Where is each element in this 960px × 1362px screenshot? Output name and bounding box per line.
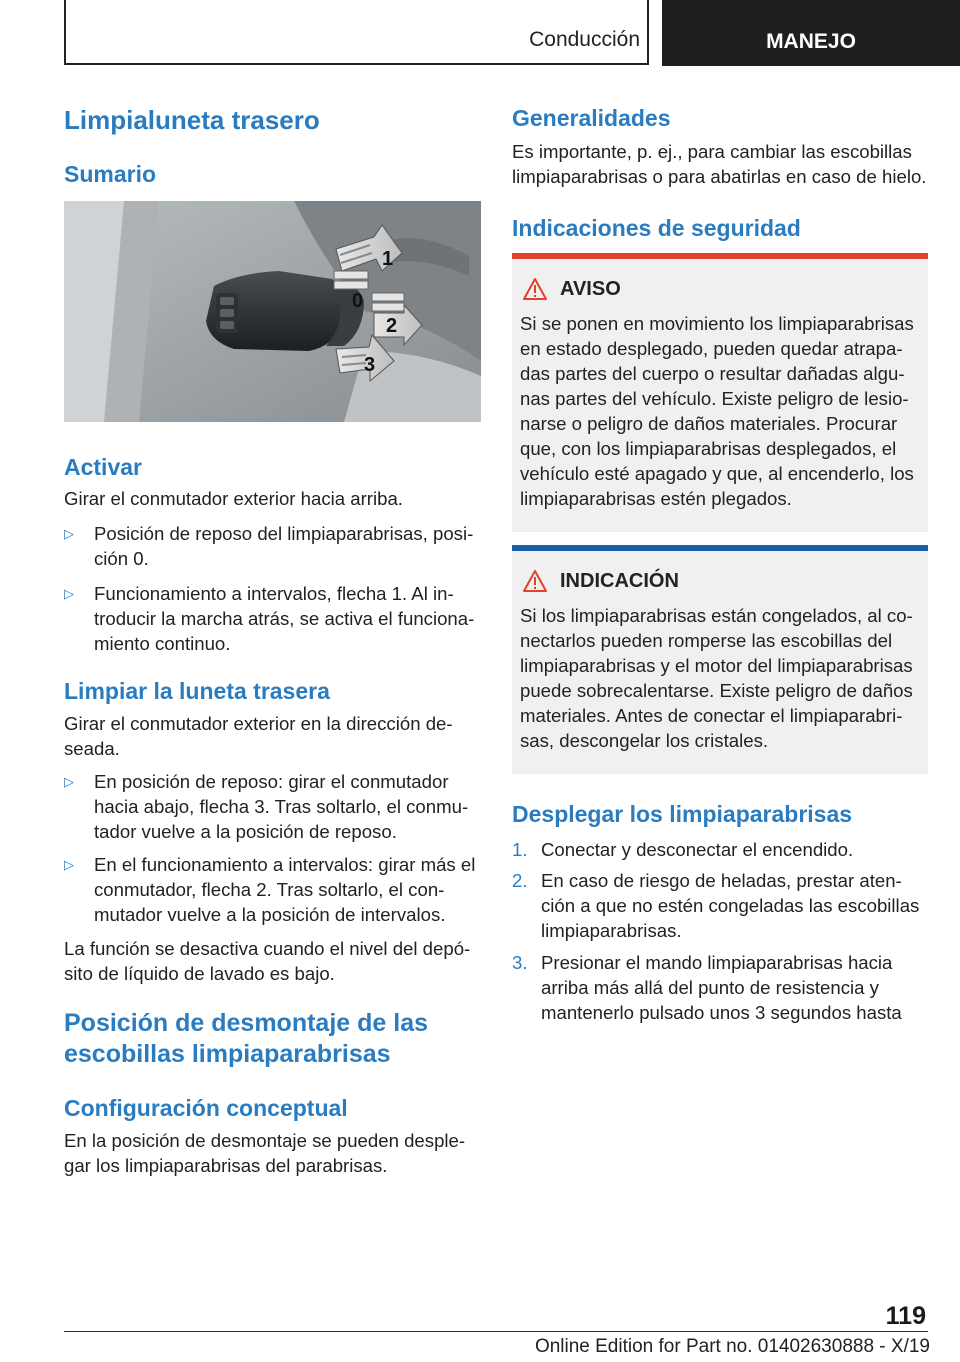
generalidades-text: Es importante, p. ej., para cambiar las escobillas limpiaparabrisas o para abatirlas en caso de hielo. — [512, 141, 927, 187]
list-item — [512, 950, 928, 1025]
heading-configuracion: Configuración conceptual — [64, 1095, 348, 1121]
activar-intro: Girar el conmutador exterior hacia arriba. — [64, 488, 403, 509]
list-item — [64, 769, 482, 844]
heading-seguridad: Indicaciones de seguridad — [512, 215, 801, 241]
list-item-text: En posición de reposo: girar el conmutador hacia abajo, flecha 3. Tras soltarlo, el conmu-tador vuelve a la posición de reposo. — [94, 771, 469, 842]
wiper-switch-illustration — [64, 201, 481, 422]
warning-triangle-icon — [522, 277, 548, 301]
triangle-right-icon: ▷ — [64, 586, 74, 601]
figure-label-2: 2 — [386, 315, 398, 337]
step-text: En caso de riesgo de heladas, prestar aten-ción a que no estén congeladas las escobillas limpiaparabrisas. — [541, 870, 920, 941]
indicacion-text: Si los limpiaparabrisas están congelados, al co-nectarlos pueden romperse las escobillas del limpiaparabrisas y el motor del limpiaparabrisas puede sobrecalentarse. Existe peligro de daños materiales. Antes de conectar el limpiaparabri-sas, descongelar los cristales. — [520, 605, 913, 751]
indicacion-bar — [512, 545, 928, 551]
footer-rule — [64, 1331, 928, 1332]
page-number: 119 — [885, 1302, 926, 1330]
heading-desplegar: Desplegar los limpiaparabrisas — [512, 801, 853, 827]
list-item — [64, 852, 482, 927]
step-text: Conectar y desconectar el encendido. — [541, 839, 854, 860]
figure-label-1: 1 — [382, 248, 394, 270]
heading-sumario: Sumario — [64, 161, 157, 187]
list-item-text: Funcionamiento a intervalos, flecha 1. Al in-troducir la marcha atrás, se activa el funciona-miento continuo. — [94, 583, 475, 654]
indicacion-label: INDICACIÓN — [560, 569, 679, 592]
triangle-right-icon: ▷ — [64, 526, 74, 541]
section-title-limpialuneta: Limpialuneta trasero — [64, 105, 320, 135]
wiper-switch-figure — [64, 201, 481, 422]
aviso-text: Si se ponen en movimiento los limpiaparabrisas en estado desplegado, pueden quedar atrapa-das partes del cuerpo o resultar dañadas algu-nas partes del vehículo. Existe peligro de lesio-narse o peligro de daños materiales. Procurar que, con los limpiaparabrisas desplegados, el vehículo esté apagado y que, al encenderlo, los limpiaparabrisas estén plegados. — [520, 313, 914, 509]
desmontaje-text: En la posición de desmontaje se pueden desple-gar los limpiaparabrisas del parabrisas. — [64, 1130, 466, 1176]
list-item — [512, 837, 928, 862]
figure-label-0: 0 — [352, 290, 364, 312]
header-rule-bottom — [64, 63, 649, 65]
step-number: 1. — [512, 839, 528, 860]
list-item-text: Posición de reposo del limpiaparabrisas, posi-ción 0. — [94, 523, 474, 569]
limpiar-intro: Girar el conmutador exterior en la dirección de-seada. — [64, 713, 453, 759]
aviso-bar — [512, 253, 928, 259]
list-item — [64, 521, 482, 571]
header-rule-right — [647, 0, 649, 64]
footer-edition: Online Edition for Part no. 01402630888 - X/19 — [534, 1336, 930, 1357]
header-section-title: Conducción — [529, 28, 640, 51]
limpiar-outro: La función se desactiva cuando el nivel del depó-sito de líquido de lavado es bajo. — [64, 938, 471, 984]
triangle-right-icon: ▷ — [64, 857, 74, 872]
heading-generalidades: Generalidades — [512, 105, 671, 131]
indicacion-box — [512, 545, 928, 774]
figure-label-3: 3 — [364, 354, 376, 376]
aviso-header — [522, 277, 621, 301]
header-chapter-tab[interactable]: MANEJO — [662, 0, 960, 66]
list-item — [512, 868, 928, 943]
header-rule-left — [64, 0, 66, 64]
step-number: 3. — [512, 952, 528, 973]
step-number: 2. — [512, 870, 528, 891]
heading-limpiar: Limpiar la luneta trasera — [64, 678, 330, 704]
list-item-text: En el funcionamiento a intervalos: girar más el conmutador, flecha 2. Tras soltarlo, el con-mutador vuelve a la posición de intervalos. — [94, 854, 476, 925]
warning-triangle-icon — [522, 569, 548, 593]
aviso-label: AVISO — [560, 277, 621, 300]
section-title-desmontaje: Posición de desmontaje de las escobillas limpiaparabrisas — [64, 1009, 429, 1068]
triangle-right-icon: ▷ — [64, 774, 74, 789]
heading-activar: Activar — [64, 454, 142, 480]
step-text: Presionar el mando limpiaparabrisas hacia arriba más allá del punto de resistencia y mantenerlo pulsado unos 3 segundos hasta — [541, 952, 902, 1023]
list-item — [64, 581, 482, 656]
indicacion-header — [522, 569, 679, 593]
aviso-box — [512, 253, 928, 532]
